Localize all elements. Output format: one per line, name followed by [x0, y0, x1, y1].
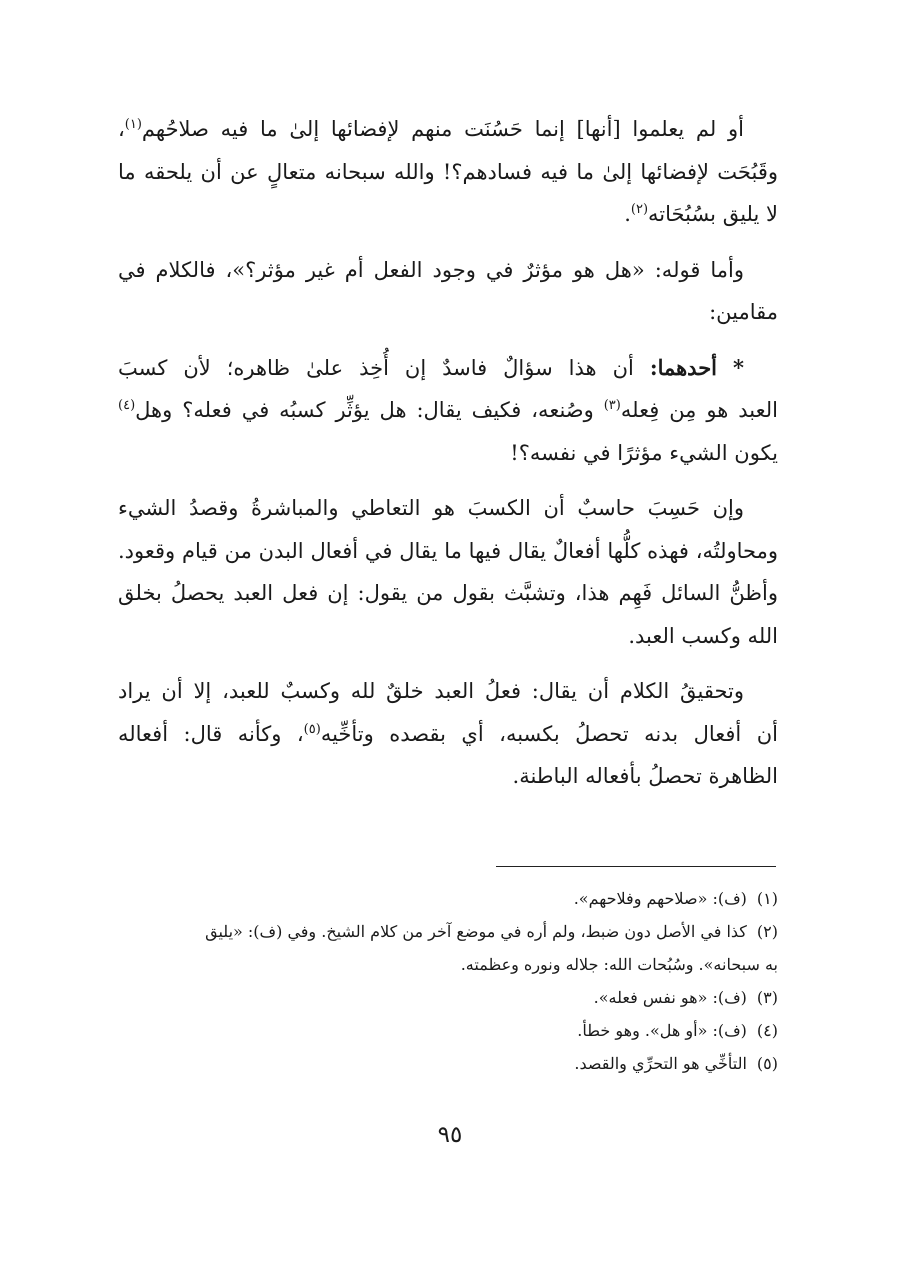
footnote-text: (ف): «صلاحهم وفلاحهم».	[573, 889, 747, 908]
text-line: يكون الشيء مؤثرًا في نفسه؟!	[510, 440, 778, 465]
text-line: وتحقيقُ الكلام أن يقال: فعلُ العبد خلقٌ لله وكسبٌ للعبد، إلا أن يراد	[118, 679, 744, 703]
text-line	[118, 347, 778, 390]
footnote-continuation: به سبحانه». وسُبُحات الله: جلاله ونوره وعظمته.	[460, 955, 778, 974]
footnote-text: (ف): «هو نفس فعله».	[593, 988, 747, 1007]
text-segment: أو لم يعلموا [أنها] إنما حَسُنَت منهم لإفضائها إلىٰ ما فيه صلاحُهم	[141, 117, 744, 141]
text-line: ومحاولتُه، فهذه كلُّها أفعالٌ يقال فيها ما يقال في أفعال البدن من قيام وقعود.	[118, 538, 778, 563]
footnote-ref[interactable]: (٤)	[118, 398, 136, 413]
page-number: ٩٥	[437, 1122, 463, 1148]
text-line	[118, 108, 778, 151]
footnote-number: (٤)	[756, 1021, 778, 1040]
text-line: وأظنُّ السائل فَهِم هذا، وتشبَّث بقول من يقول: إن فعل العبد يحصلُ بخلق	[118, 581, 778, 605]
footnote-text: كذا في الأصل دون ضبط، ولم أره في موضع آخر من كلام الشيخ. وفي (ف): «يليق	[205, 922, 747, 941]
footnote-ref[interactable]: (٣)	[603, 398, 621, 413]
footnote-item	[118, 1014, 778, 1047]
footnote-ref[interactable]: (٥)	[303, 721, 321, 737]
footnote-item	[118, 981, 778, 1014]
footnote-ref[interactable]: (٢)	[630, 202, 649, 217]
footnote-number: (٣)	[756, 988, 778, 1007]
text-segment: ،	[118, 117, 125, 141]
text-line	[118, 713, 778, 756]
text-line: وقَبُحَت لإفضائها إلىٰ ما فيه فسادهم؟! والله سبحانه متعالٍ عن أن يلحقه ما	[118, 159, 778, 184]
text-line: مقامين:	[709, 300, 778, 324]
paragraph-1	[118, 108, 778, 236]
text-line: الله وكسب العبد.	[628, 623, 778, 648]
footnote-item	[118, 882, 778, 915]
footnote-number: (٢)	[756, 922, 778, 941]
text-line: وإن حَسِبَ حاسبٌ أن الكسبَ هو التعاطي والمباشرةُ وقصدُ الشيء	[118, 496, 744, 520]
text-line: الظاهرة تحصلُ بأفعاله الباطنة.	[512, 764, 778, 788]
text-segment: لا يليق بسُبُحَاته	[648, 202, 778, 226]
footnote-item	[118, 915, 778, 948]
text-segment: العبد هو مِن فِعله	[620, 398, 778, 422]
star-marker: *	[733, 354, 744, 380]
text-line	[118, 193, 778, 236]
lead-word: أحدهما:	[649, 354, 718, 380]
text-segment: أن أفعال بدنه تحصلُ بكسبه، أي بقصده وتأخِّيه	[320, 721, 778, 746]
footnote-ref[interactable]: (١)	[124, 117, 142, 132]
text-segment: وصُنعه، فكيف يقال: هل يؤثِّر كسبُه في فعله؟ وهل	[135, 398, 594, 422]
text-segment: .	[624, 202, 631, 226]
footnote-divider	[496, 866, 776, 867]
footnote-number: (١)	[756, 889, 778, 908]
paragraph-2	[118, 249, 778, 334]
footnote-text: (ف): «أو هل». وهو خطأ.	[577, 1021, 747, 1040]
text-line: وأما قوله: «هل هو مؤثرٌ في وجود الفعل أم غير مؤثر؟»، فالكلام في	[118, 257, 744, 282]
text-segment: ، وكأنه قال: أفعاله	[118, 721, 304, 746]
footnote-text: التأخِّي هو التحرِّي والقصد.	[574, 1054, 747, 1073]
text-line	[118, 389, 778, 432]
paragraph-4	[118, 487, 778, 657]
paragraph-3	[118, 347, 778, 475]
text-segment: أن هذا سؤالٌ فاسدٌ إن أُخِذ علىٰ ظاهره؛ لأن كسبَ	[118, 355, 634, 380]
footnotes	[118, 882, 778, 1080]
footnote-item	[118, 1047, 778, 1080]
paragraph-5	[118, 670, 778, 798]
footnote-number: (٥)	[756, 1054, 778, 1073]
